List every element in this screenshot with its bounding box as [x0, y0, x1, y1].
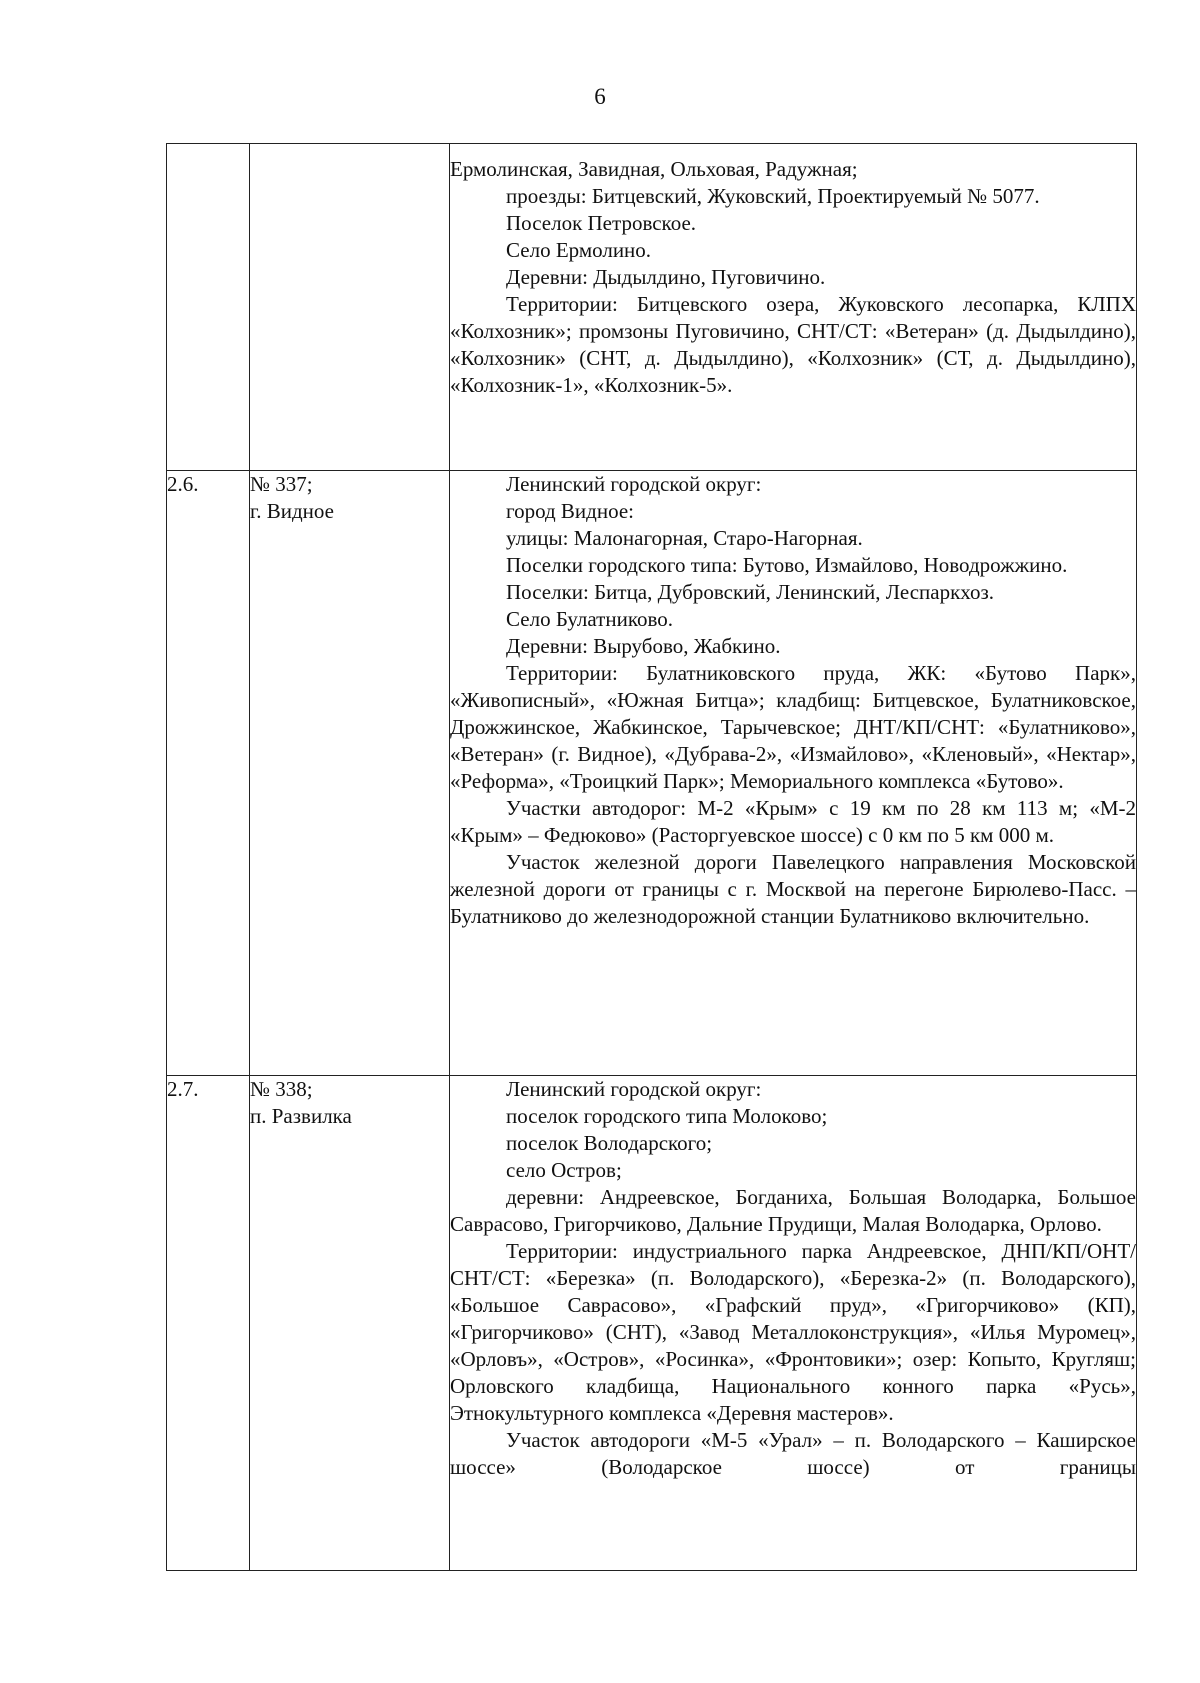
paragraph: Территории: Битцевского озера, Жуковского лесопарка, КЛПХ «Колхозник»; промзоны Пуговичино, СНТ/СТ: «Ветеран» (д. Дыдылдино), «Колхозник» (СНТ, д. Дыдылдино), «Колхозник» (СТ, д. Дыдылдино), «Колхозник-1», «Колхозник-5». [450, 292, 1136, 397]
paragraph: проезды: Битцевский, Жуковский, Проектируемый № 5077. [506, 184, 1040, 208]
table-row [167, 471, 1137, 1076]
district-number: № 337; [250, 472, 313, 496]
paragraph: Территории: индустриального парка Андреевское, ДНП/КП/ОНТ/СНТ/СТ: «Березка» (п. Володарского), «Березка-2» (п. Володарского), «Большое Саврасово», «Графский пруд», «Григорчиково» (КП), «Григорчиково» (СНТ), «Завод Металлоконструкция», «Илья Муромец», «Орловъ», «Остров», «Росинка», «Фронтовики»; озер: Копыто, Кругляш; Орловского кладбища, Национального конного парка «Русь», Этнокультурного комплекса «Деревня мастеров». [450, 1239, 1136, 1425]
territory-description [450, 1076, 1137, 1571]
paragraph: поселок Володарского; [506, 1131, 713, 1155]
paragraph: Поселки: Битца, Дубровский, Ленинский, Леспаркхоз. [506, 580, 995, 604]
district-cell [250, 471, 450, 1076]
table-row [167, 1076, 1137, 1571]
territory-table [166, 143, 1137, 1571]
paragraph: Поселки городского типа: Бутово, Измайлово, Новодрожжино. [506, 553, 1068, 577]
paragraph: Село Булатниково. [506, 607, 673, 631]
page-number: 6 [594, 84, 606, 109]
paragraph: Деревни: Дыдылдино, Пуговичино. [506, 265, 826, 289]
row-number: 2.7. [167, 1076, 250, 1571]
paragraph: Ермолинская, Завидная, Ольховая, Радужная; [450, 157, 858, 181]
paragraph: Участок автодороги «М-5 «Урал» – п. Володарского – Каширское шоссе» (Володарское шоссе) от границы [450, 1428, 1136, 1479]
paragraph: Ленинский городской округ: [506, 472, 762, 496]
paragraph: Участки автодорог: М-2 «Крым» с 19 км по 28 км 113 м; «М-2 «Крым» – Федюково» (Расторгуевское шоссе) с 0 км по 5 км 000 м. [450, 796, 1136, 847]
paragraph: Деревни: Вырубово, Жабкино. [506, 634, 781, 658]
district-place: п. Развилка [250, 1104, 352, 1128]
paragraph: улицы: Малонагорная, Старо-Нагорная. [506, 526, 863, 550]
paragraph: Ленинский городской округ: [506, 1077, 762, 1101]
paragraph: Село Ермолино. [506, 238, 652, 262]
district-number: № 338; [250, 1077, 313, 1101]
district-cell [250, 1076, 450, 1571]
paragraph: деревни: Андреевское, Богданиха, Большая Володарка, Большое Саврасово, Григорчиково, Дальние Прудищи, Малая Володарка, Орлово. [450, 1185, 1136, 1236]
paragraph: Поселок Петровское. [506, 211, 697, 235]
territory-description [450, 471, 1137, 1076]
row-number: 2.6. [167, 471, 250, 1076]
paragraph: село Остров; [506, 1158, 622, 1182]
district-place: г. Видное [250, 499, 334, 523]
territory-description [450, 144, 1137, 471]
paragraph: поселок городского типа Молоково; [506, 1104, 828, 1128]
district-cell [250, 144, 450, 471]
paragraph: город Видное: [506, 499, 634, 523]
row-number [167, 144, 250, 471]
paragraph: Участок железной дороги Павелецкого направления Московской железной дороги от границы с г. Москвой на перегоне Бирюлево-Пасс. – Булатниково до железнодорожной станции Булатниково включительно. [450, 850, 1136, 928]
table-row [167, 144, 1137, 471]
paragraph: Территории: Булатниковского пруда, ЖК: «Бутово Парк», «Живописный», «Южная Битца»; кладбищ: Битцевское, Булатниковское, Дрожжинское, Жабкинское, Тарычевское; ДНТ/КП/СНТ: «Булатниково», «Ветеран» (г. Видное), «Дубрава-2», «Измайлово», «Кленовый», «Нектар», «Реформа», «Троицкий Парк»; Мемориального комплекса «Бутово». [450, 661, 1136, 793]
